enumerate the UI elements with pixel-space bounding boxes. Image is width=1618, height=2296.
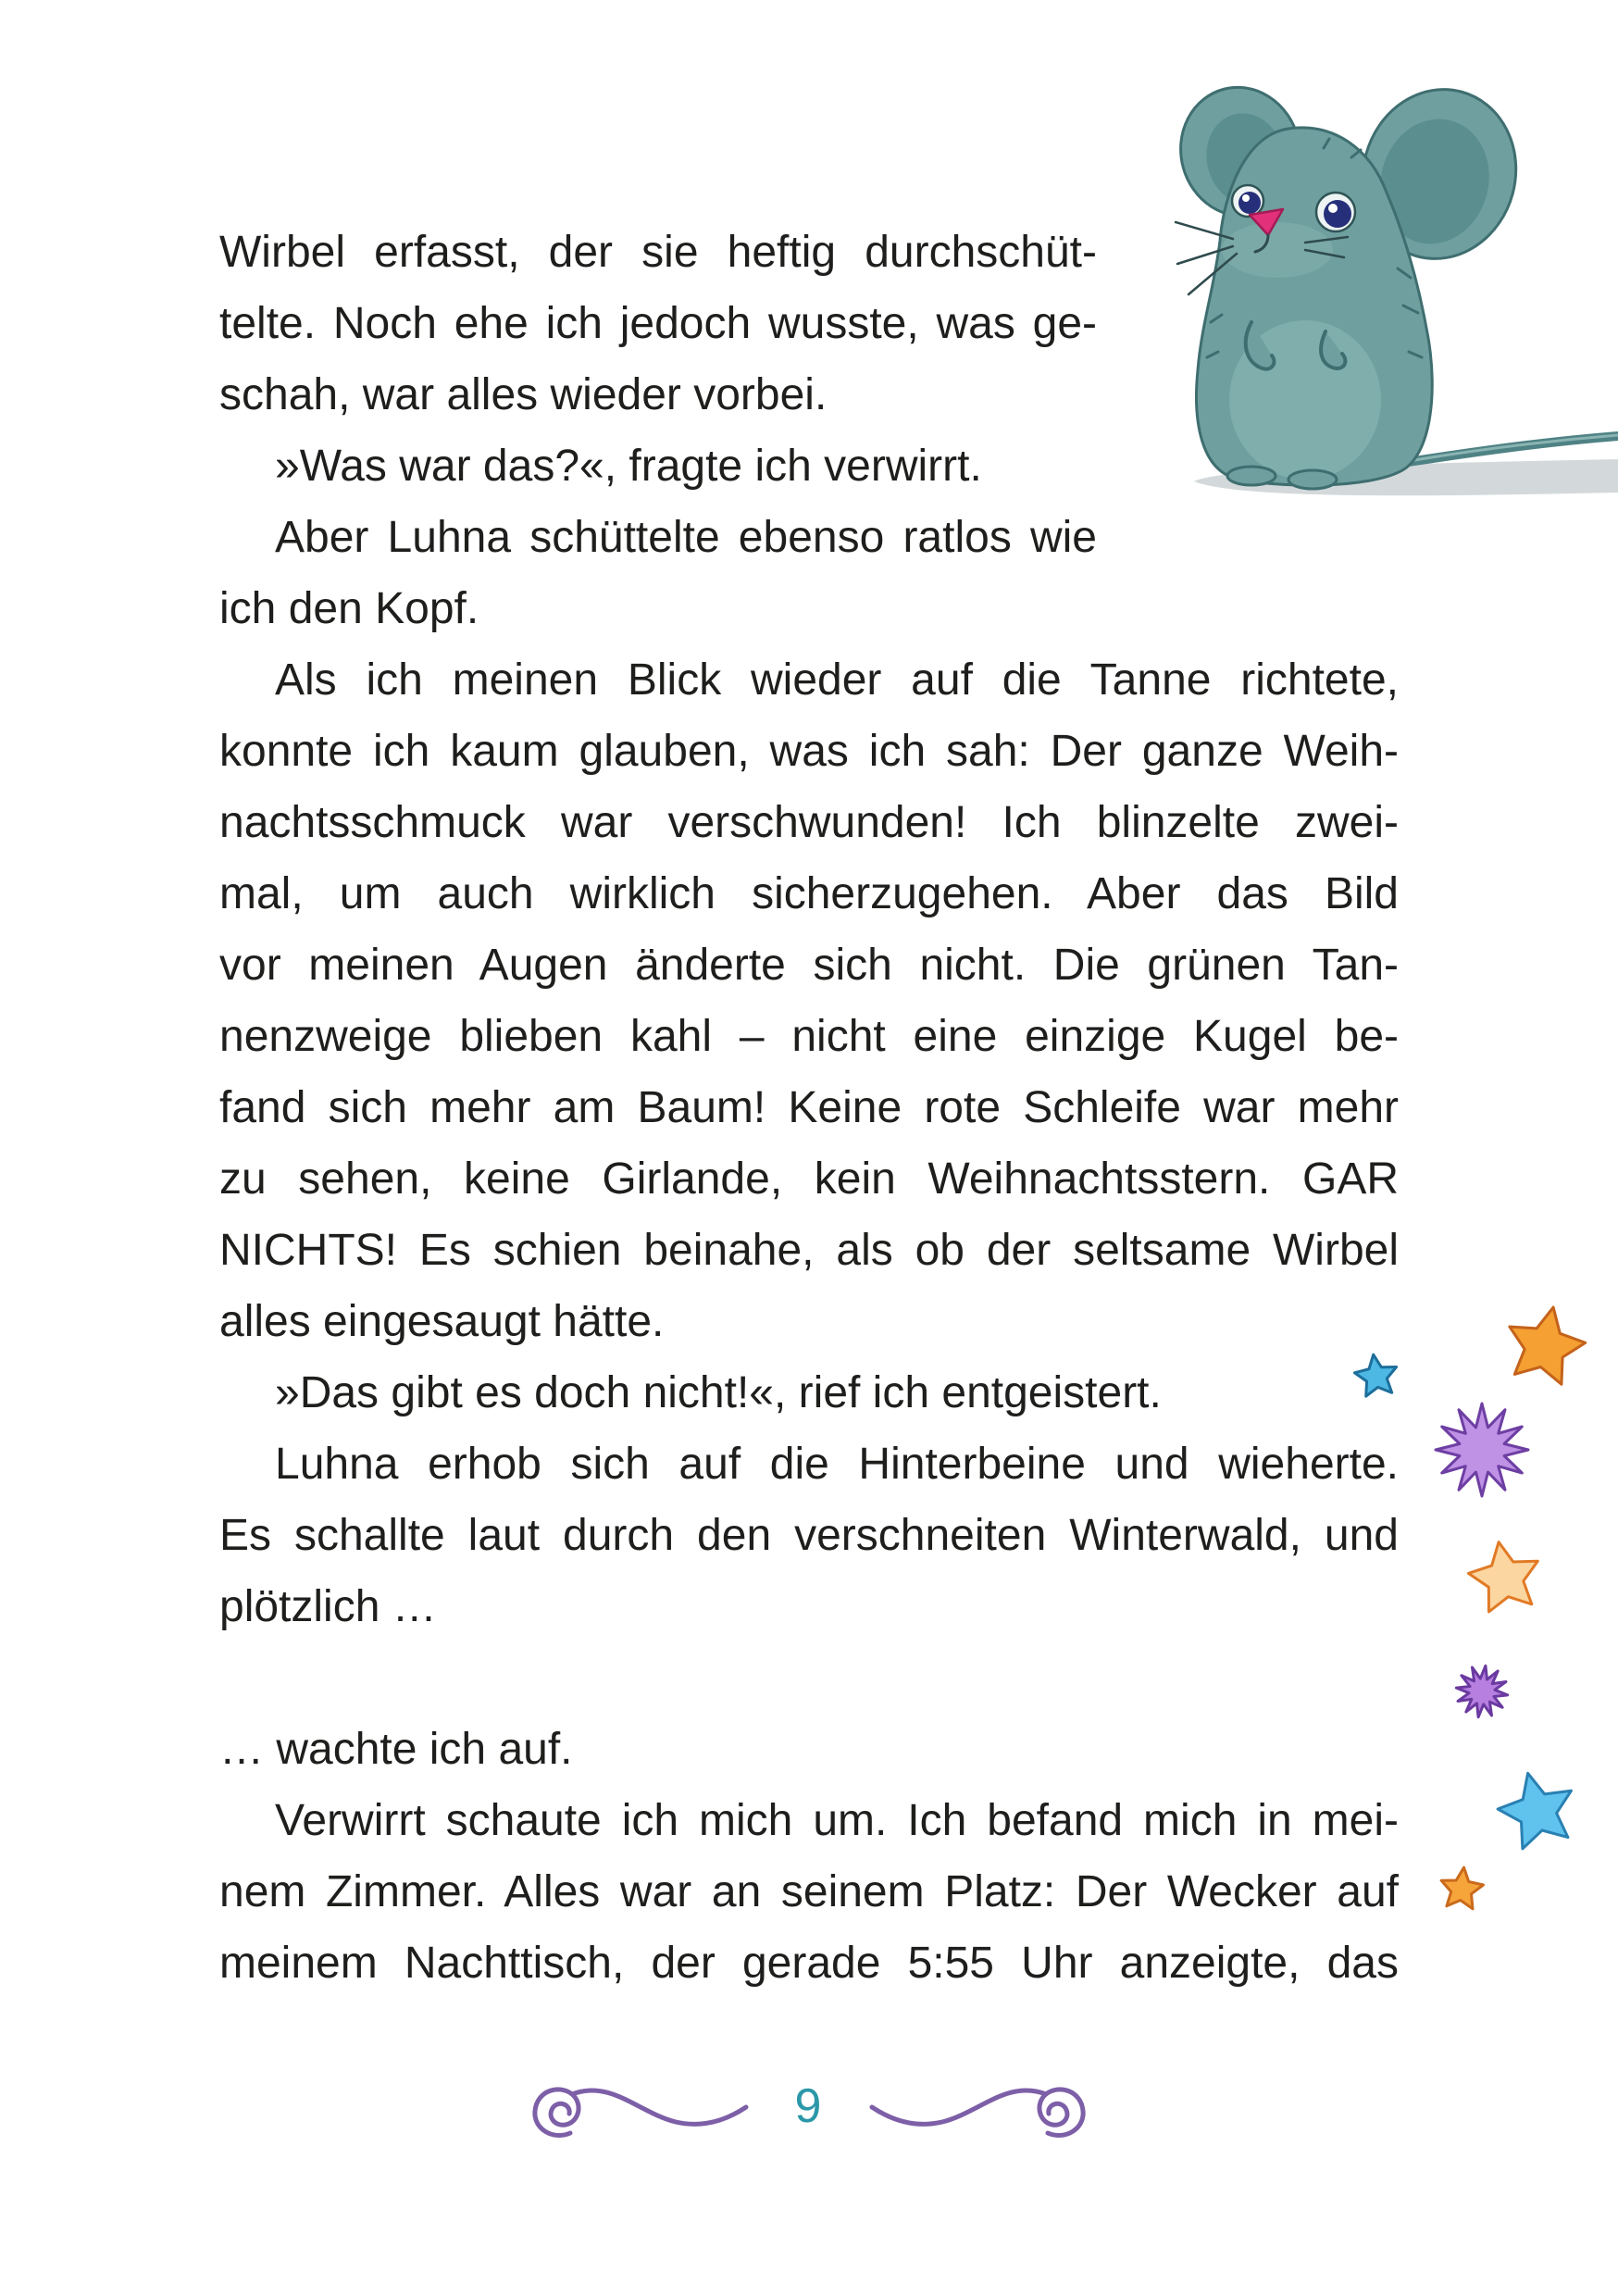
text-line: … wachte ich auf.	[219, 1725, 573, 1774]
orange-star-icon	[1510, 1307, 1586, 1384]
text-line: NICHTS! Es schien beinahe, als ob der seltsame Wirbel	[219, 1226, 1399, 1275]
text-line: fand sich mehr am Baum! Keine rote Schleife war mehr	[219, 1083, 1399, 1132]
swirl-ornament-right	[872, 2090, 1083, 2136]
text-line: telte. Noch ehe ich jedoch wusste, was ge-	[219, 299, 1097, 348]
section-break	[219, 1642, 1399, 1714]
text-line: »Was war das?«, fragte ich verwirrt.	[275, 442, 982, 491]
paragraph	[219, 502, 1399, 644]
blue-star-icon	[1498, 1773, 1571, 1849]
text-line: »Das gibt es doch nicht!«, rief ich entgeistert.	[275, 1368, 1162, 1417]
swirl-ornament-left	[535, 2090, 746, 2136]
text-line: Aber Luhna schüttelte ebenso ratlos wie	[275, 513, 1097, 562]
text-line: konnte ich kaum glauben, was ich sah: Der ganze Weih-	[219, 727, 1399, 776]
paragraph	[219, 217, 1399, 430]
paragraph	[219, 1429, 1399, 1642]
text-line: plötzlich …	[219, 1582, 437, 1631]
text-line: nachtsschmuck war verschwunden! Ich blinzelte zwei-	[219, 798, 1399, 847]
text-line: vor meinen Augen änderte sich nicht. Die grünen Tan-	[219, 941, 1399, 990]
text-line: Verwirrt schaute ich mich um. Ich befand mich in mei-	[275, 1796, 1399, 1845]
mouse-eye-left-highlight	[1242, 194, 1250, 202]
text-line: zu sehen, keine Girlande, kein Weihnachtsstern. GAR	[219, 1154, 1399, 1204]
text-line: nenzweige blieben kahl – nicht eine einzige Kugel be-	[219, 1012, 1399, 1061]
text-line: Als ich meinen Blick wieder auf die Tanne richtete,	[275, 655, 1399, 705]
text-line: mal, um auch wirklich sicherzugehen. Aber das Bild	[219, 869, 1399, 918]
paragraph	[219, 644, 1399, 1357]
paragraph	[219, 1714, 1399, 1785]
text-line: Wirbel erfasst, der sie heftig durchschüt-	[219, 228, 1097, 277]
paragraph	[219, 430, 1399, 502]
small-purple-starburst-icon	[1456, 1666, 1507, 1716]
text-line: Es schallte laut durch den verschneiten Winterwald, und	[219, 1511, 1399, 1560]
purple-starburst-icon	[1436, 1404, 1528, 1496]
text-line: schah, war alles wieder vorbei.	[219, 370, 828, 419]
text-line: meinem Nachttisch, der gerade 5:55 Uhr anzeigte, das	[219, 1939, 1399, 1988]
text-line: alles eingesaugt hätte.	[219, 1297, 665, 1346]
paragraph	[219, 1357, 1399, 1429]
mouse-eye-right-highlight	[1328, 204, 1338, 213]
mouse-tail	[1402, 436, 1618, 463]
peach-star-icon	[1468, 1542, 1537, 1612]
text-line: Luhna erhob sich auf die Hinterbeine und wieherte.	[275, 1440, 1399, 1489]
page-number: 9	[794, 2079, 822, 2133]
mouse-iris-left	[1238, 192, 1261, 214]
small-orange-star-icon	[1441, 1867, 1483, 1909]
body-text	[219, 217, 1399, 1999]
text-line: ich den Kopf.	[219, 584, 479, 633]
text-line: nem Zimmer. Alles war an seinem Platz: Der Wecker auf	[219, 1867, 1399, 1916]
paragraph	[219, 1785, 1399, 1999]
